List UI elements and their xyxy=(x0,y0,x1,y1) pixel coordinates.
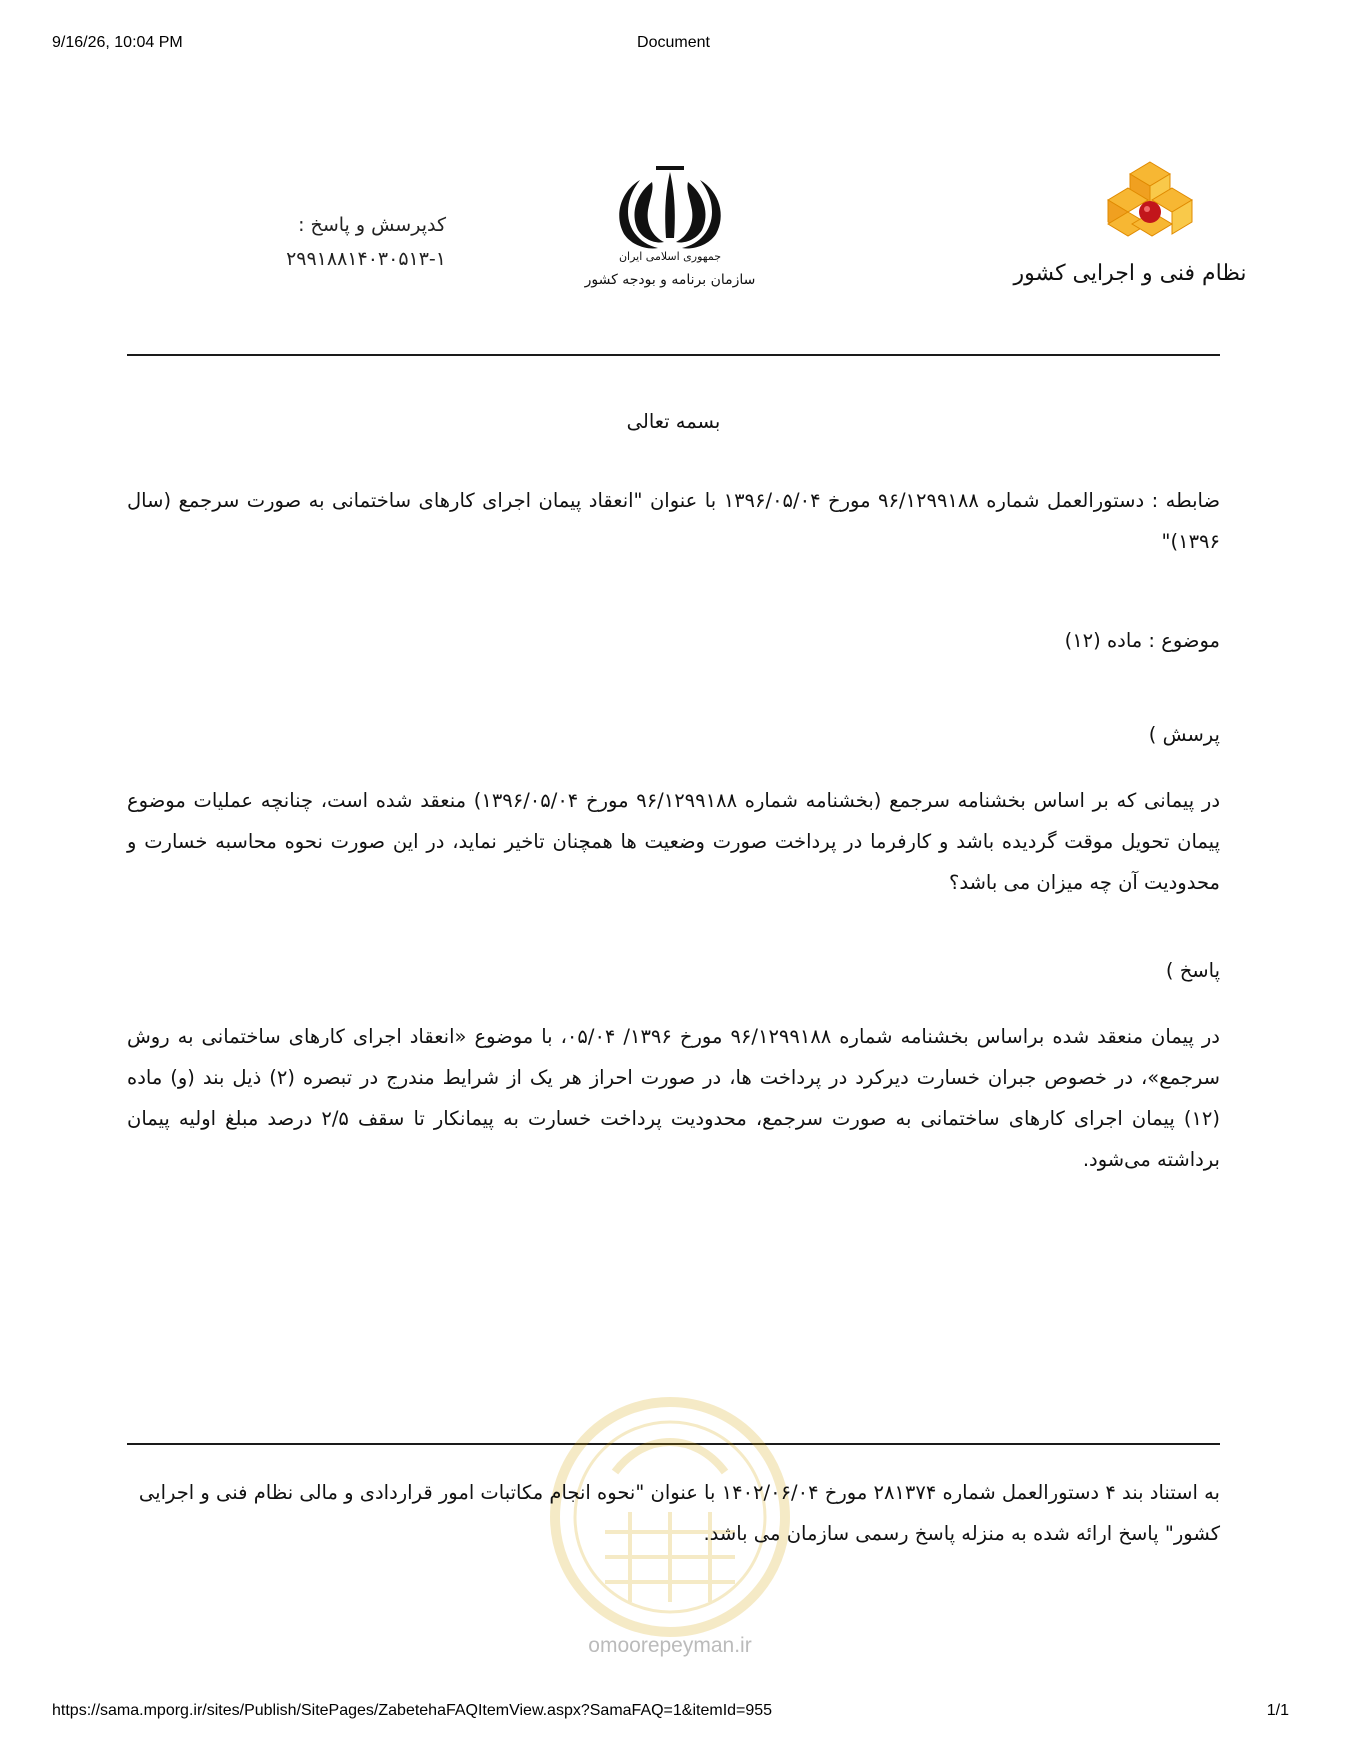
answer-paragraph: در پیمان منعقد شده براساس بخشنامه شماره ۹۶/۱۲۹۹۱۸۸ مورخ ۱۳۹۶/ ۰۵/۰۴، با موضوع «انعقاد اجرای کارهای ساختمانی به روش سرجمع»، در خصوص جبران خسارت دیرکرد در پرداخت ها، در صورت احراز هر یک از شرایط مندرج در تبصره (۲) ذیل بند (و) ماده (۱۲) پیمان اجرای کارهای ساختمانی به صورت سرجمع، محدودیت پرداخت خسارت به پیمانکار تا سقف ۲/۵ درصد مبلغ اولیه پیمان برداشته می‌شود. xyxy=(127,1025,1221,1171)
page-url: https://sama.mporg.ir/sites/Publish/SitePages/ZabetehaFAQItemView.aspx?SamaFAQ=1&itemId=955 xyxy=(52,1702,773,1719)
question-code-value: ۲۹۹۱۸۸۱۴۰۳۰۵۱۳-۱ xyxy=(286,248,446,270)
emblem-caption-2: سازمان برنامه و بودجه کشور xyxy=(584,272,756,288)
question-code-block xyxy=(236,208,446,276)
emblem-caption-1: جمهوری اسلامی ایران xyxy=(618,250,722,263)
technical-system-logo xyxy=(1013,162,1247,312)
question-heading: پرسش ) xyxy=(1148,723,1220,746)
footer-note: به استناد بند ۴ دستورالعمل شماره ۲۸۱۳۷۴ مورخ ۱۴۰۲/۰۶/۰۴ با عنوان "نحوه انجام مکاتبات امور قراردادی و مالی نظام فنی و اجرایی کشور" پاسخ ارائه شده به منزله پاسخ رسمی سازمان می باشد. xyxy=(138,1481,1220,1545)
subject-line: موضوع : ماده (۱۲) xyxy=(1064,629,1220,652)
question-paragraph: در پیمانی که بر اساس بخشنامه سرجمع (بخشنامه شماره ۹۶/۱۲۹۹۱۸۸ مورخ ۱۳۹۶/۰۵/۰۴) منعقد شده است، چنانچه عملیات موضوع پیمان تحویل موقت گردیده باشد و کارفرما در پرداخت صورت وضعیت ها همچنان تاخیر نماید، در این صورت نحوه محاسبه خسارت و محدودیت آن چه میزان می باشد؟ xyxy=(127,789,1221,894)
watermark-text: omoorepeyman.ir xyxy=(588,1634,752,1657)
org-logo-caption: نظام فنی و اجرایی کشور xyxy=(1013,261,1247,286)
print-datetime: 9/16/26, 10:04 PM xyxy=(52,34,183,51)
question-code-label: کدپرسش و پاسخ : xyxy=(298,214,446,236)
letterhead xyxy=(0,150,1347,330)
basmala: بسمه تعالی xyxy=(626,410,721,433)
criterion-paragraph: ضابطه : دستورالعمل شماره ۹۶/۱۲۹۹۱۸۸ مورخ ۱۳۹۶/۰۵/۰۴ با عنوان "انعقاد پیمان اجرای کارهای ساختمانی به صورت سرجمع (سال ۱۳۹۶)" xyxy=(127,489,1221,553)
print-title: Document xyxy=(637,34,710,51)
iran-emblem-logo xyxy=(584,160,756,320)
header-divider xyxy=(127,354,1220,356)
answer-heading: پاسخ ) xyxy=(1165,959,1220,982)
page-number: 1/1 xyxy=(1266,1702,1289,1719)
print-header xyxy=(0,34,1347,58)
print-footer xyxy=(0,1702,1347,1726)
